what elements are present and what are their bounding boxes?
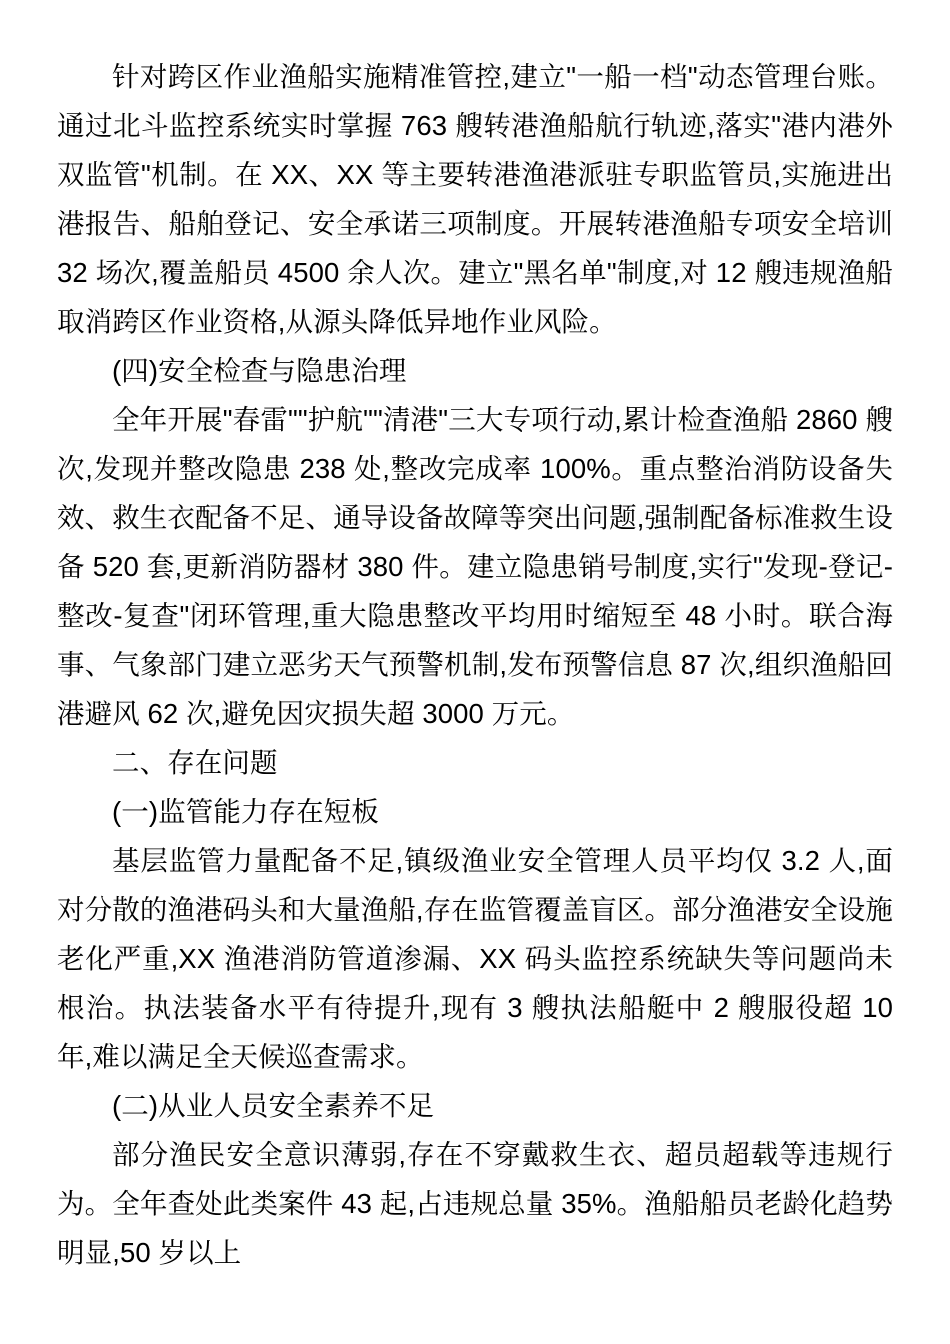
paragraph-grassroots-supervision-shortfall: 基层监管力量配备不足,镇级渔业安全管理人员平均仅 3.2 人,面对分散的渔港码头和大量渔船,存在监管覆盖盲区。部分渔港安全设施老化严重,XX 渔港消防管道渗漏、XX 码头监控系统缺失等问题尚未根治。执法装备水平有待提升,现有 3 艘执法船艇中 2 艘服役超 10 年,难以满足全天候巡查需求。 [57, 845, 893, 1072]
heading-subsection-2-worker-safety-literacy: (二)从业人员安全素养不足 [112, 1090, 435, 1121]
heading-subsection-1-supervision-capacity: (一)监管能力存在短板 [112, 796, 379, 827]
heading-section-4-safety-inspection: (四)安全检查与隐患治理 [112, 355, 407, 386]
document-text-column [57, 52, 893, 1277]
paragraph-cross-region-vessel-control: 针对跨区作业渔船实施精准管控,建立"一船一档"动态管理台账。通过北斗监控系统实时掌握 763 艘转港渔船航行轨迹,落实"港内港外双监管"机制。在 XX、XX 等主要转港渔港派驻专职监管员,实施进出港报告、船舶登记、安全承诺三项制度。开展转港渔船专项安全培训 32 场次,覆盖船员 4500 余人次。建立"黑名单"制度,对 12 艘违规渔船取消跨区作业资格,从源头降低异地作业风险。 [57, 61, 893, 337]
paragraph-fishermen-safety-awareness: 部分渔民安全意识薄弱,存在不穿戴救生衣、超员超载等违规行为。全年查处此类案件 43 起,占违规总量 35%。渔船船员老龄化趋势明显,50 岁以上 [57, 1139, 893, 1268]
paragraph-special-actions-and-hazards: 全年开展"春雷""护航""清港"三大专项行动,累计检查渔船 2860 艘次,发现并整改隐患 238 处,整改完成率 100%。重点整治消防设备失效、救生衣配备不足、通导设备故障等突出问题,强制配备标准救生设备 520 套,更新消防器材 380 件。建立隐患销号制度,实行"发现-登记-整改-复查"闭环管理,重大隐患整改平均用时缩短至 48 小时。联合海事、气象部门建立恶劣天气预警机制,发布预警信息 87 次,组织渔船回港避风 62 次,避免因灾损失超 3000 万元。 [57, 404, 893, 729]
heading-section-2-existing-problems: 二、存在问题 [112, 747, 278, 778]
